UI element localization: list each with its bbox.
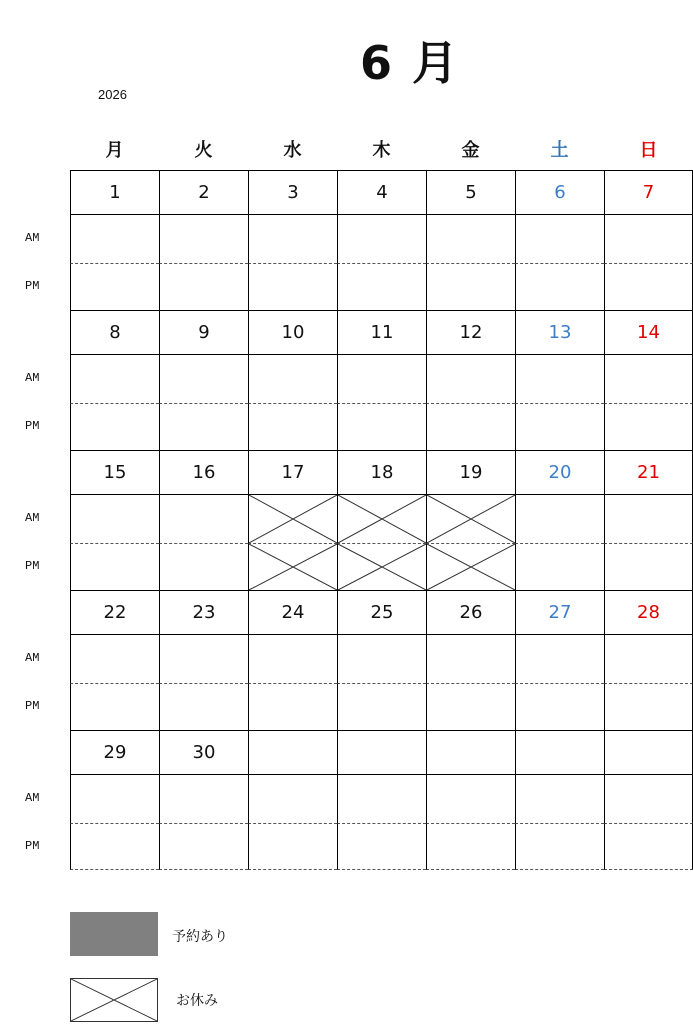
pm-slot[interactable] (426, 543, 515, 590)
date-cell: 4 (337, 170, 426, 214)
weekday-header-cell: 日 (639, 140, 658, 161)
pm-slot[interactable] (248, 263, 337, 310)
date-cell: 22 (70, 590, 159, 634)
week-date-row (70, 170, 693, 214)
closed-x-icon (71, 979, 157, 1021)
am-slot[interactable] (604, 214, 693, 263)
pm-slot[interactable] (604, 543, 693, 590)
am-slot[interactable] (248, 354, 337, 403)
year-label: 2026 (98, 87, 127, 102)
week-am-row (70, 494, 693, 543)
pm-slot[interactable] (337, 263, 426, 310)
weekday-header-cell: 木 (372, 140, 391, 161)
weekday-header-cell: 水 (283, 140, 302, 161)
am-slot[interactable] (426, 214, 515, 263)
week-pm-row (70, 543, 693, 590)
week-date-row (70, 310, 693, 354)
pm-slot[interactable] (426, 823, 515, 870)
pm-slot[interactable] (426, 683, 515, 730)
am-label: AM (25, 371, 40, 385)
am-slot[interactable] (70, 774, 159, 823)
pm-slot[interactable] (337, 543, 426, 590)
date-cell: 16 (159, 450, 248, 494)
am-slot[interactable] (337, 634, 426, 683)
pm-slot[interactable] (70, 263, 159, 310)
am-slot[interactable] (337, 354, 426, 403)
date-cell: 5 (426, 170, 515, 214)
pm-slot[interactable] (248, 403, 337, 450)
date-cell: 11 (337, 310, 426, 354)
date-cell: 10 (248, 310, 337, 354)
date-cell: 21 (604, 450, 693, 494)
date-cell: 7 (604, 170, 693, 214)
am-slot[interactable] (248, 494, 337, 543)
date-cell: 20 (515, 450, 604, 494)
pm-slot[interactable] (515, 403, 604, 450)
week-pm-row (70, 823, 693, 870)
pm-slot[interactable] (604, 683, 693, 730)
am-slot[interactable] (426, 634, 515, 683)
date-cell (337, 730, 426, 774)
closed-x-icon (338, 495, 426, 543)
date-cell: 2 (159, 170, 248, 214)
week-pm-row (70, 403, 693, 450)
closed-x-icon (427, 544, 515, 590)
am-slot[interactable] (337, 494, 426, 543)
date-cell: 15 (70, 450, 159, 494)
pm-slot[interactable] (337, 823, 426, 870)
am-slot[interactable] (159, 774, 248, 823)
am-label: AM (25, 651, 40, 665)
date-cell: 26 (426, 590, 515, 634)
pm-label: PM (25, 279, 40, 293)
week-date-row (70, 450, 693, 494)
pm-slot[interactable] (159, 823, 248, 870)
week-am-row (70, 634, 693, 683)
pm-slot[interactable] (159, 263, 248, 310)
pm-slot[interactable] (426, 403, 515, 450)
date-cell: 29 (70, 730, 159, 774)
date-cell: 14 (604, 310, 693, 354)
week-date-row (70, 730, 693, 774)
am-slot[interactable] (515, 634, 604, 683)
date-cell: 23 (159, 590, 248, 634)
pm-slot[interactable] (604, 263, 693, 310)
am-slot[interactable] (426, 494, 515, 543)
am-slot[interactable] (248, 774, 337, 823)
pm-label: PM (25, 699, 40, 713)
am-label: AM (25, 511, 40, 525)
pm-slot[interactable] (426, 263, 515, 310)
closed-x-icon (249, 544, 337, 590)
pm-slot[interactable] (515, 683, 604, 730)
am-slot[interactable] (70, 214, 159, 263)
date-cell (604, 730, 693, 774)
legend-closed-swatch (70, 978, 158, 1022)
pm-slot[interactable] (337, 683, 426, 730)
am-slot[interactable] (515, 774, 604, 823)
am-slot[interactable] (426, 354, 515, 403)
weekday-header-cell: 火 (194, 140, 213, 161)
am-label: AM (25, 791, 40, 805)
date-cell: 19 (426, 450, 515, 494)
am-slot[interactable] (515, 214, 604, 263)
am-slot[interactable] (70, 634, 159, 683)
week-date-row (70, 590, 693, 634)
week-pm-row (70, 263, 693, 310)
week-pm-row (70, 683, 693, 730)
pm-slot[interactable] (248, 543, 337, 590)
date-cell: 18 (337, 450, 426, 494)
pm-slot[interactable] (70, 543, 159, 590)
am-slot[interactable] (515, 494, 604, 543)
am-slot[interactable] (248, 214, 337, 263)
pm-slot[interactable] (515, 543, 604, 590)
weekday-header-cell: 月 (105, 140, 124, 161)
calendar-grid (70, 170, 693, 870)
pm-label: PM (25, 839, 40, 853)
pm-slot[interactable] (159, 403, 248, 450)
pm-slot[interactable] (159, 543, 248, 590)
date-cell: 1 (70, 170, 159, 214)
date-cell: 13 (515, 310, 604, 354)
date-cell: 30 (159, 730, 248, 774)
date-cell: 24 (248, 590, 337, 634)
legend-closed-label: お休み (176, 993, 218, 1009)
am-slot[interactable] (604, 354, 693, 403)
legend-booked-label: 予約あり (172, 929, 228, 945)
weekday-header-cell: 土 (550, 140, 569, 161)
am-slot[interactable] (159, 634, 248, 683)
pm-slot[interactable] (515, 263, 604, 310)
pm-slot[interactable] (337, 403, 426, 450)
closed-x-icon (427, 495, 515, 543)
closed-x-icon (249, 495, 337, 543)
pm-slot[interactable] (248, 823, 337, 870)
am-slot[interactable] (248, 634, 337, 683)
date-cell (515, 730, 604, 774)
week-am-row (70, 214, 693, 263)
date-cell: 25 (337, 590, 426, 634)
am-slot[interactable] (159, 214, 248, 263)
date-cell: 28 (604, 590, 693, 634)
month-title: 6 月 (360, 36, 461, 90)
date-cell (248, 730, 337, 774)
am-slot[interactable] (337, 774, 426, 823)
pm-label: PM (25, 419, 40, 433)
am-slot[interactable] (70, 494, 159, 543)
week-am-row (70, 774, 693, 823)
pm-slot[interactable] (70, 403, 159, 450)
am-slot[interactable] (70, 354, 159, 403)
date-cell: 8 (70, 310, 159, 354)
pm-slot[interactable] (70, 683, 159, 730)
date-cell: 12 (426, 310, 515, 354)
pm-slot[interactable] (604, 403, 693, 450)
pm-slot[interactable] (604, 823, 693, 870)
week-am-row (70, 354, 693, 403)
date-cell: 9 (159, 310, 248, 354)
pm-slot[interactable] (70, 823, 159, 870)
date-cell: 27 (515, 590, 604, 634)
legend-booked-swatch (70, 912, 158, 956)
am-slot[interactable] (426, 774, 515, 823)
am-slot[interactable] (604, 774, 693, 823)
weekday-header-cell: 金 (461, 140, 480, 161)
am-slot[interactable] (159, 494, 248, 543)
pm-label: PM (25, 559, 40, 573)
am-slot[interactable] (515, 354, 604, 403)
pm-slot[interactable] (159, 683, 248, 730)
date-cell: 3 (248, 170, 337, 214)
am-slot[interactable] (159, 354, 248, 403)
pm-slot[interactable] (248, 683, 337, 730)
am-slot[interactable] (604, 634, 693, 683)
closed-x-icon (338, 544, 426, 590)
pm-slot[interactable] (515, 823, 604, 870)
date-cell: 17 (248, 450, 337, 494)
date-cell: 6 (515, 170, 604, 214)
am-slot[interactable] (337, 214, 426, 263)
am-slot[interactable] (604, 494, 693, 543)
date-cell (426, 730, 515, 774)
am-label: AM (25, 231, 40, 245)
